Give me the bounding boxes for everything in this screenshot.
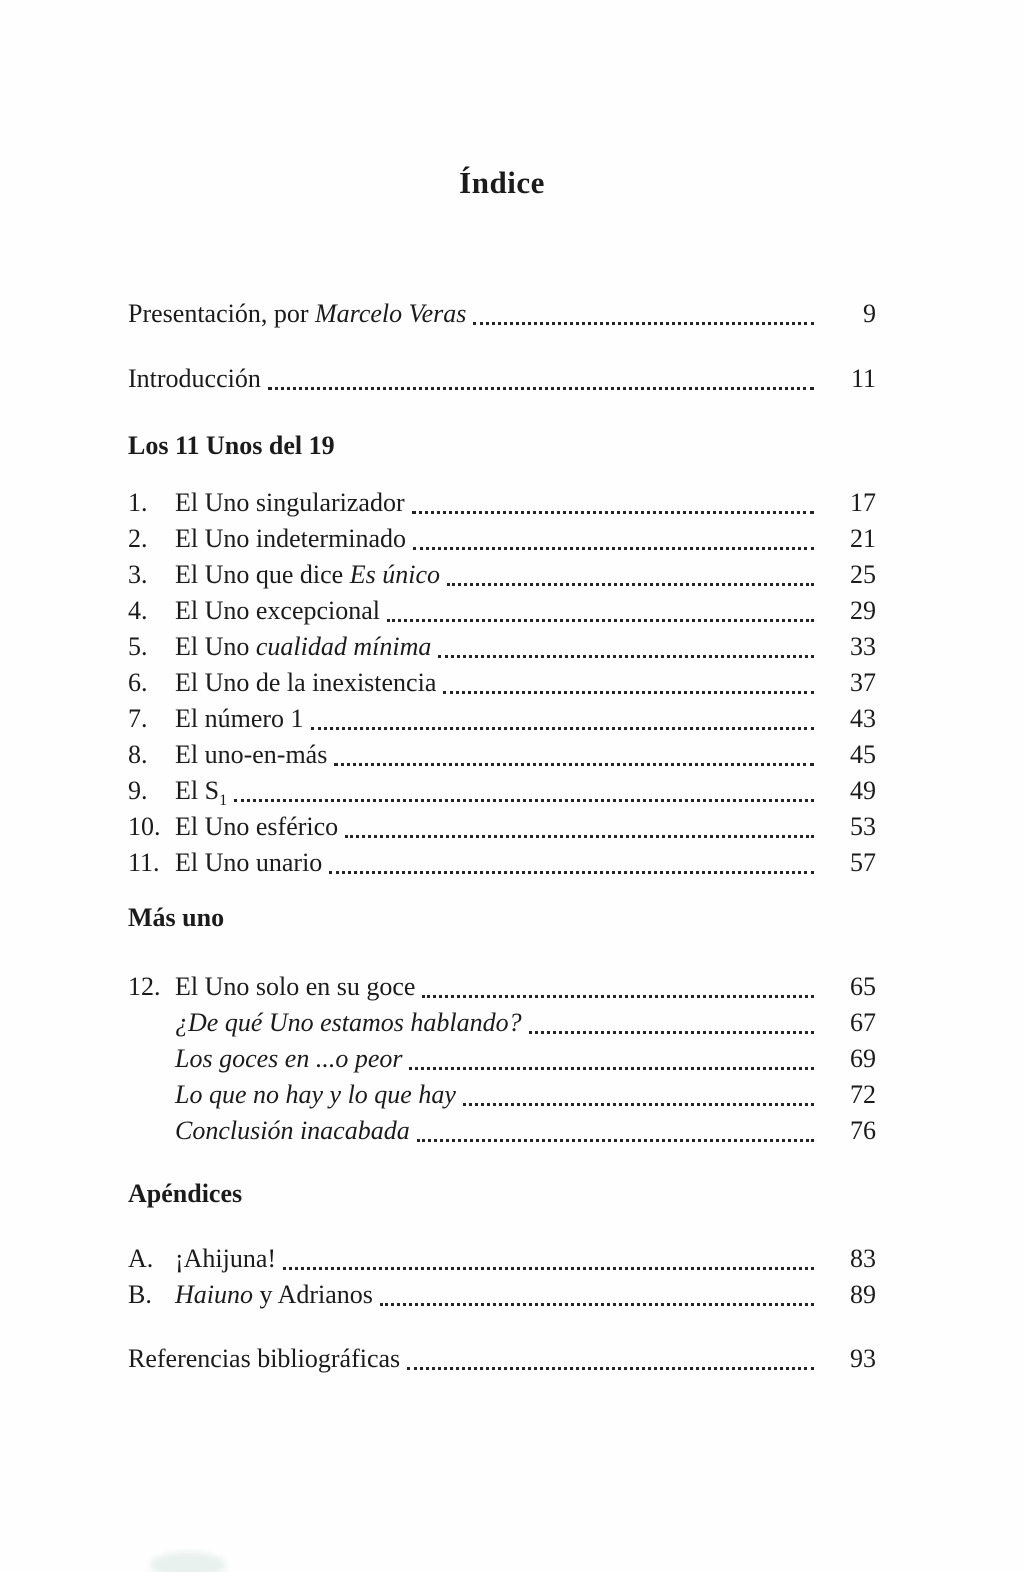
dot-leader: [463, 1103, 814, 1106]
toc-entry: [128, 773, 876, 809]
entry-number: 7.: [128, 704, 148, 733]
toc-entry: [128, 557, 876, 593]
page-number: 49: [850, 776, 876, 805]
toc-entry: [128, 521, 876, 557]
entry-number: 4.: [128, 596, 148, 625]
entry-number: B.: [128, 1280, 152, 1309]
page-number: 43: [850, 704, 876, 733]
dot-leader: [345, 835, 814, 838]
page-number: 25: [850, 560, 876, 589]
toc-entry: [128, 969, 876, 1005]
toc-entry: [128, 1041, 876, 1077]
toc-group-masuno: [128, 903, 876, 1149]
entry-label: El Uno de la inexistencia: [175, 668, 437, 697]
toc-entry: [128, 629, 876, 665]
page-number: 9: [863, 299, 876, 328]
dot-leader: [417, 1139, 814, 1142]
page-number: 93: [850, 1344, 876, 1373]
dot-leader: [409, 1067, 814, 1070]
entry-label: Lo que no hay y lo que hay: [175, 1080, 456, 1109]
dot-leader: [447, 583, 814, 586]
page-number: 17: [850, 488, 876, 517]
toc-entry: [128, 809, 876, 845]
dot-leader: [268, 387, 814, 390]
toc-entry: [128, 485, 876, 521]
entry-label: El Uno singularizador: [175, 488, 405, 517]
entry-number: 2.: [128, 524, 148, 553]
toc-entry: [128, 1277, 876, 1313]
dot-leader: [283, 1267, 814, 1270]
entry-label: El Uno esférico: [175, 812, 339, 841]
entry-label: ¿De qué Uno estamos hablando?: [175, 1008, 522, 1037]
entry-label: Introducción: [128, 364, 261, 393]
toc-entry: [128, 361, 876, 397]
toc-entry: [128, 1005, 876, 1041]
dot-leader: [311, 727, 814, 730]
toc-entry: [128, 1077, 876, 1113]
dot-leader: [380, 1303, 814, 1306]
dot-leader: [443, 691, 814, 694]
entry-label: El Uno cualidad mínima: [175, 632, 432, 661]
section-heading-apendices: Apéndices: [128, 1179, 243, 1208]
page-number: 89: [850, 1280, 876, 1309]
dot-leader: [387, 619, 814, 622]
entry-number: 3.: [128, 560, 148, 589]
toc-group-apendices: [128, 1179, 876, 1313]
dot-leader: [412, 511, 814, 514]
entry-label: El Uno solo en su goce: [175, 972, 416, 1001]
section-heading-masuno: Más uno: [128, 903, 225, 932]
dot-leader: [329, 871, 814, 874]
dot-leader: [473, 322, 814, 325]
page-number: 83: [850, 1244, 876, 1273]
toc-group-unos: [128, 431, 876, 881]
toc-entry: [128, 1113, 876, 1149]
page-number: 67: [850, 1008, 876, 1037]
entry-label: Referencias bibliográficas: [128, 1344, 401, 1373]
entry-label: El número 1: [175, 704, 304, 733]
entry-label: Los goces en ...o peor: [175, 1044, 403, 1073]
page-number: 21: [850, 524, 876, 553]
entry-label: El Uno unario: [175, 848, 323, 877]
entry-label: ¡Ahijuna!: [175, 1244, 277, 1273]
page-number: 69: [850, 1044, 876, 1073]
toc-group-referencias: [128, 1341, 876, 1377]
dot-leader: [529, 1031, 814, 1034]
toc-entry: [128, 737, 876, 773]
entry-number: 6.: [128, 668, 148, 697]
entry-number: 9.: [128, 776, 148, 805]
entry-number: 10.: [128, 812, 161, 841]
page-number: 11: [850, 364, 876, 393]
entry-label: El Uno que dice Es único: [175, 560, 440, 589]
toc-entry: [128, 296, 876, 332]
entry-number: A.: [128, 1244, 154, 1273]
entry-label: El uno-en-más: [175, 740, 328, 769]
page-number: 29: [850, 596, 876, 625]
page-number: 45: [850, 740, 876, 769]
entry-number: 12.: [128, 972, 161, 1001]
entry-label: El $S_1$: [175, 776, 228, 810]
scan-smudge: [150, 1552, 226, 1572]
toc-group-front: [128, 296, 876, 397]
entry-number: 5.: [128, 632, 148, 661]
dot-leader: [422, 995, 814, 998]
dot-leader: [438, 655, 814, 658]
toc-entry: [128, 593, 876, 629]
page-number: 33: [850, 632, 876, 661]
toc-entry: [128, 845, 876, 881]
page-number: 53: [850, 812, 876, 841]
page-number: 65: [850, 972, 876, 1001]
dot-leader: [413, 547, 814, 550]
entry-label: Haiuno y Adrianos: [175, 1280, 373, 1309]
section-heading-unos: Los 11 Unos del 19: [128, 431, 335, 460]
dot-leader: [234, 799, 814, 802]
dot-leader: [334, 763, 814, 766]
toc-entry: [128, 665, 876, 701]
entry-label: El Uno excepcional: [175, 596, 381, 625]
page-number: 72: [850, 1080, 876, 1109]
page-number: 57: [850, 848, 876, 877]
page-title: Índice: [459, 165, 545, 200]
entry-label: Conclusión inacabada: [175, 1116, 410, 1145]
page-number: 37: [850, 668, 876, 697]
toc-entry: [128, 1341, 876, 1377]
page-number: 76: [850, 1116, 876, 1145]
toc-entry: [128, 1241, 876, 1277]
entry-label: Presentación, por Marcelo Veras: [128, 299, 467, 328]
entry-number: 11.: [128, 848, 160, 877]
toc-entry: [128, 701, 876, 737]
dot-leader: [407, 1367, 814, 1370]
entry-label: El Uno indeterminado: [175, 524, 407, 553]
entry-number: 1.: [128, 488, 148, 517]
toc-groups: [128, 296, 876, 1377]
entry-number: 8.: [128, 740, 148, 769]
